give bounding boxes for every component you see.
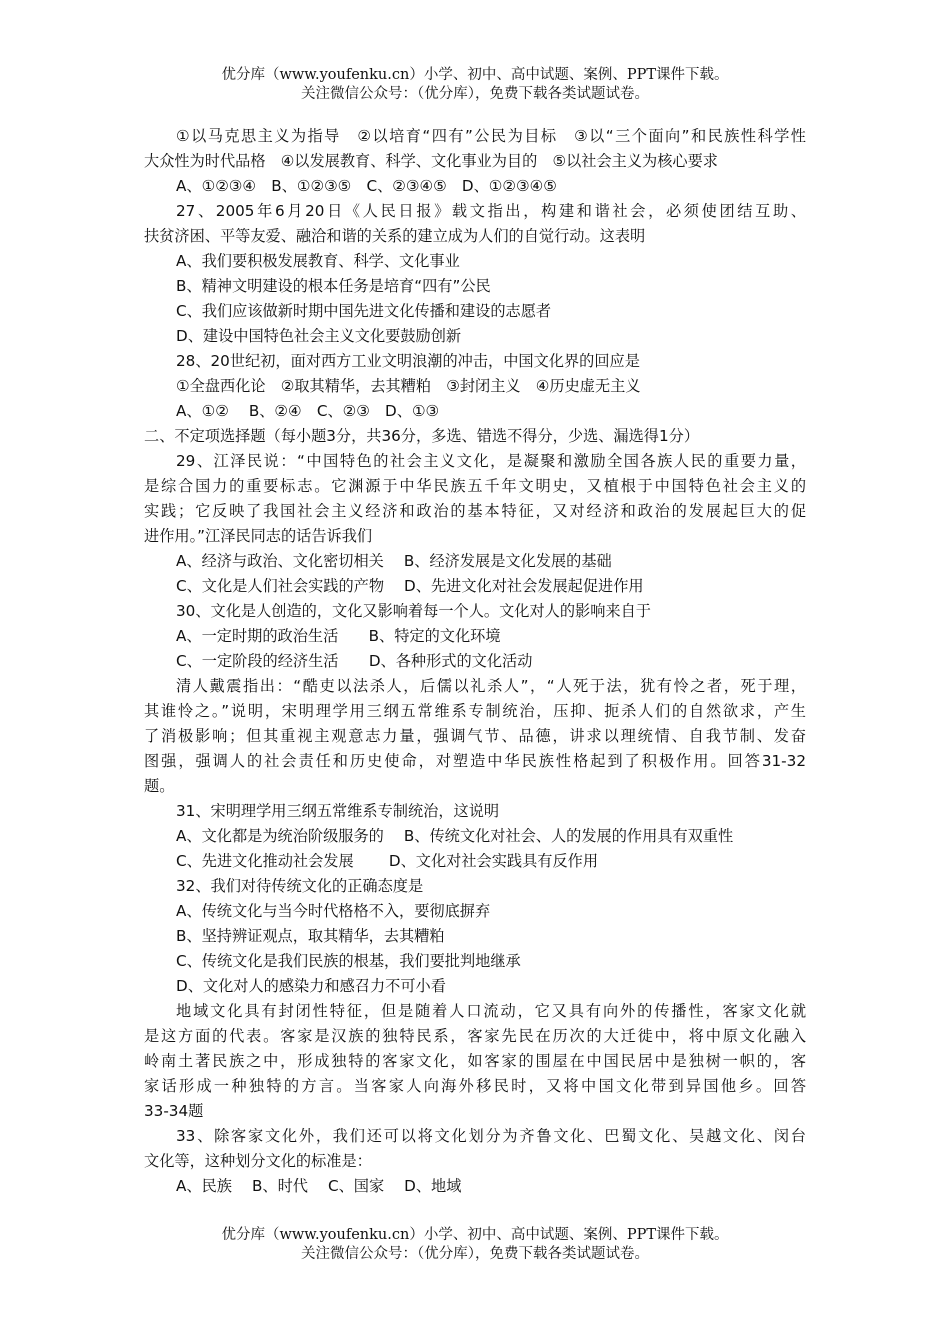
- text-line: 31、宋明理学用三纲五常维系专制统治，这说明: [176, 802, 500, 820]
- footer-line-2: 关注微信公众号：（优分库），免费下载各类试题试卷。: [301, 1246, 649, 1262]
- text-line: 图强，强调人的社会责任和历史使命，对塑造中华民族性格起到了积极作用。回答31-32: [144, 752, 806, 770]
- text-line: A、我们要积极发展教育、科学、文化事业: [176, 252, 460, 270]
- document-body: [144, 124, 806, 1199]
- text-line: 33、除客家文化外，我们还可以将文化划分为齐鲁文化、巴蜀文化、吴越文化、闵台: [176, 1127, 806, 1145]
- text-line: 32、我们对待传统文化的正确态度是: [176, 877, 424, 895]
- text-line: 28、20世纪初，面对西方工业文明浪潮的冲击，中国文化界的回应是: [176, 352, 640, 370]
- text-line: 其谁怜之。”说明，宋明理学用三纲五常维系专制统治，压抑、扼杀人们的自然欲求，产生: [144, 702, 806, 720]
- text-line: 文化等，这种划分文化的标准是：: [144, 1152, 372, 1170]
- text-line: A、一定时期的政治生活 B、特定的文化环境: [176, 627, 501, 645]
- text-line: D、文化对人的感染力和感召力不可小看: [176, 977, 446, 995]
- page-header: [0, 66, 950, 104]
- text-line: B、坚持辨证观点，取其精华，去其糟粕: [176, 927, 445, 945]
- text-line: A、文化都是为统治阶级服务的 B、传统文化对社会、人的发展的作用具有双重性: [176, 827, 734, 845]
- page-footer: [0, 1226, 950, 1264]
- text-line: ①以马克思主义为指导 ②以培育“四有”公民为目标 ③以“三个面向”和民族性科学性: [176, 127, 806, 145]
- text-line: 29、江泽民说：“中国特色的社会主义文化，是凝聚和激励全国各族人民的重要力量，: [176, 452, 806, 470]
- text-line: 实践；它反映了我国社会主义经济和政治的基本特征，又对经济和政治的发展起巨大的促: [144, 502, 806, 520]
- text-line: 地域文化具有封闭性特征，但是随着人口流动，它又具有向外的传播性，客家文化就: [176, 1002, 806, 1020]
- text-line: A、①②③④ B、①②③⑤ C、②③④⑤ D、①②③④⑤: [176, 177, 557, 195]
- text-line: ①全盘西化论 ②取其精华，去其糟粕 ③封闭主义 ④历史虚无主义: [176, 377, 641, 395]
- text-line: D、建设中国特色社会主义文化要鼓励创新: [176, 327, 462, 345]
- header-line-2: 关注微信公众号：（优分库），免费下载各类试题试卷。: [301, 86, 649, 102]
- text-line: 33-34题: [144, 1102, 204, 1120]
- text-line: C、传统文化是我们民族的根基，我们要批判地继承: [176, 952, 521, 970]
- text-line: C、文化是人们社会实践的产物 D、先进文化对社会发展起促进作用: [176, 577, 644, 595]
- text-line: A、民族 B、时代 C、国家 D、地域: [176, 1177, 462, 1195]
- text-line: C、我们应该做新时期中国先进文化传播和建设的志愿者: [176, 302, 552, 320]
- text-line: C、先进文化推动社会发展 D、文化对社会实践具有反作用: [176, 852, 599, 870]
- text-line: 扶贫济困、平等友爱、融洽和谐的关系的建立成为人们的自觉行动。这表明: [144, 227, 646, 245]
- text-line: 30、文化是人创造的，文化又影响着每一个人。文化对人的影响来自于: [176, 602, 651, 620]
- text-line: A、传统文化与当今时代格格不入，要彻底摒弃: [176, 902, 491, 920]
- text-line: C、一定阶段的经济生活 D、各种形式的文化活动: [176, 652, 533, 670]
- text-line: 家话形成一种独特的方言。当客家人向海外移民时，又将中国文化带到异国他乡。回答: [144, 1077, 806, 1095]
- text-line: 大众性为时代品格 ④以发展教育、科学、文化事业为目的 ⑤以社会主义为核心要求: [144, 152, 718, 170]
- footer-line-1: 优分库（www.youfenku.cn）小学、初中、高中试题、案例、PPT课件下载。: [221, 1227, 729, 1243]
- text-line: 岭南土著民族之中，形成独特的客家文化，如客家的围屋在中国民居中是独树一帜的，客: [144, 1052, 806, 1070]
- header-line-1: 优分库（www.youfenku.cn）小学、初中、高中试题、案例、PPT课件下载。: [221, 67, 729, 83]
- text-line: 清人戴震指出：“酷吏以法杀人，后儒以礼杀人”，“人死于法，犹有怜之者，死于理，: [176, 677, 806, 695]
- text-line: A、经济与政治、文化密切相关 B、经济发展是文化发展的基础: [176, 552, 612, 570]
- text-line: 了消极影响；但其重视主观意志力量，强调气节、品德，讲求以理统情、自我节制、发奋: [144, 727, 806, 745]
- text-line: 27、2005年6月20日《人民日报》载文指出，构建和谐社会，必须使团结互助、: [176, 202, 806, 220]
- text-line: 进作用。”江泽民同志的话告诉我们: [144, 527, 373, 545]
- text-line: 是综合国力的重要标志。它渊源于中华民族五千年文明史，又植根于中国特色社会主义的: [144, 477, 806, 495]
- text-line: 二、不定项选择题（每小题3分，共36分，多选、错选不得分，少选、漏选得1分）: [144, 427, 700, 445]
- text-line: A、①② B、②④ C、②③ D、①③: [176, 402, 440, 420]
- text-line: 是这方面的代表。客家是汉族的独特民系，客家先民在历次的大迁徙中，将中原文化融入: [144, 1027, 806, 1045]
- text-line: 题。: [144, 777, 175, 795]
- text-line: B、精神文明建设的根本任务是培育“四有”公民: [176, 277, 491, 295]
